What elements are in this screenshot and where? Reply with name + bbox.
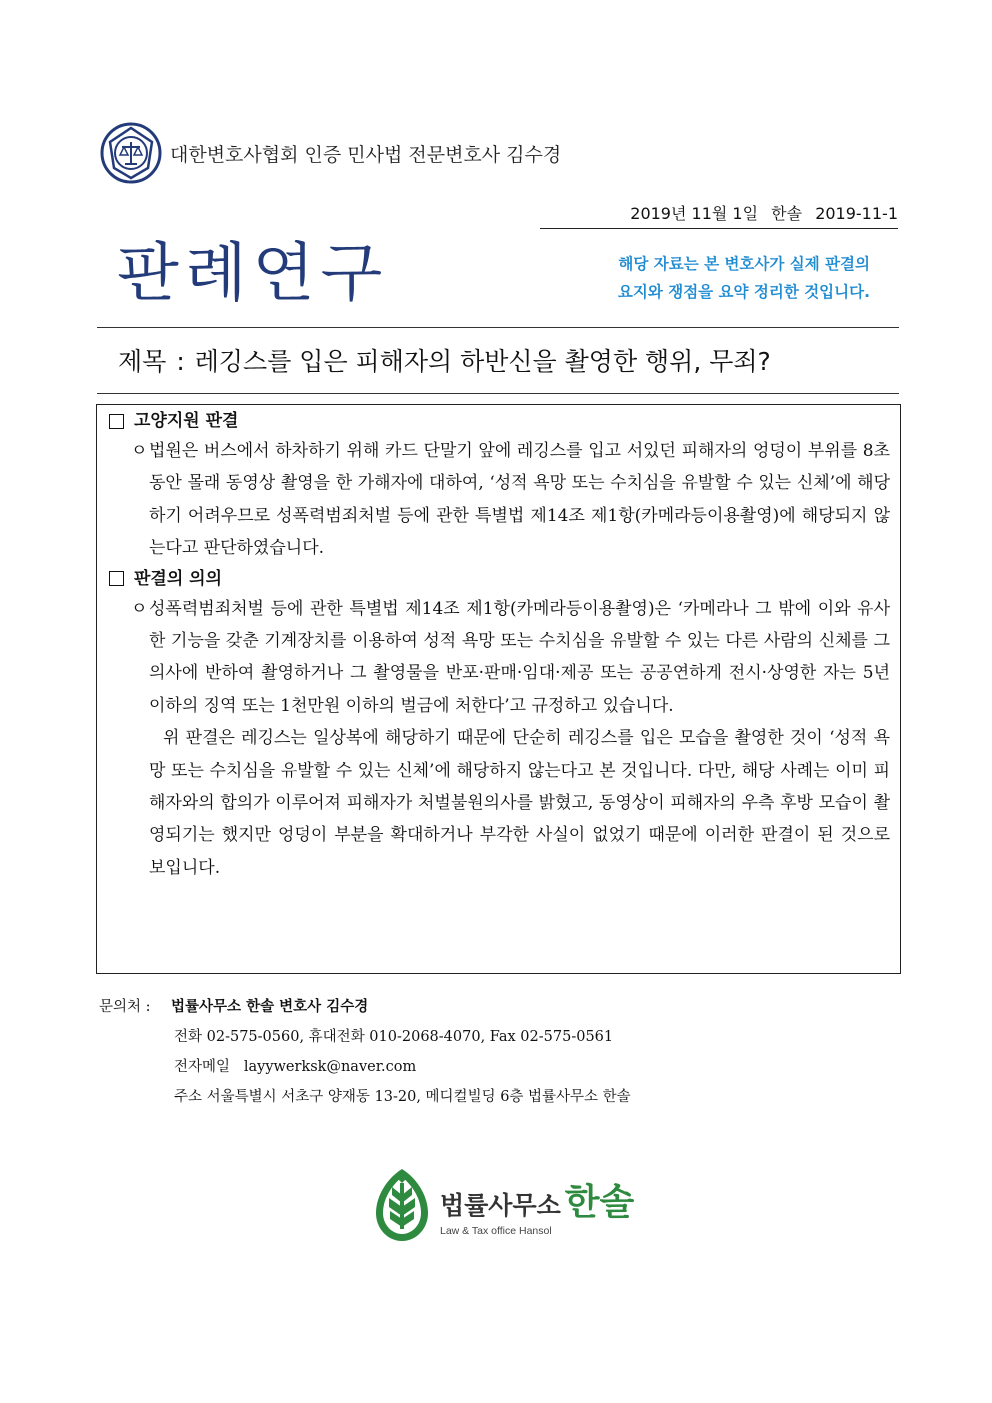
- contact-label: 문의처 :: [99, 999, 151, 1015]
- divider: [97, 393, 899, 394]
- section-heading: [109, 565, 890, 593]
- contact-info: [99, 996, 631, 1116]
- section-paragraph: [109, 435, 890, 565]
- divider: [97, 327, 899, 328]
- subject-text: 레깅스를 입은 피해자의 하반신을 촬영한 행위, 무죄?: [194, 347, 771, 376]
- section-paragraph: [109, 722, 890, 884]
- logo-brand: 한솔: [564, 1181, 635, 1223]
- paragraph-text: 위 판결은 레깅스는 일상복에 해당하기 때문에 단순히 레깅스를 입은 모습을 촬영한 것이 ‘성적 욕망 또는 수치심을 유발할 수 있는 신체’에 해당하지 않는다고 본 것입니다. 다만, 해당 사례는 이미 피해자와의 합의가 이루어져 피해자가 처벌불원의사를 밝혔고, 동영상이 피해자의 우측 후방 모습이 촬영되기는 했지만 엉덩이 부분을 확대하거나 부각한 사실이 없었기 때문에 이러한 판결이 된 것으로 보입니다.: [149, 728, 890, 878]
- dateline: [540, 201, 898, 229]
- section-paragraph: [109, 593, 890, 723]
- checkbox-icon: [109, 571, 124, 586]
- header: [100, 122, 561, 184]
- contact-address: 주소 서울특별시 서초구 양재동 13-20, 메디컬빌딩 6층 법률사무소 한솔: [174, 1089, 631, 1105]
- section-heading-text: 판결의 의의: [134, 568, 223, 589]
- contact-name: 법률사무소 한솔 변호사 김수경: [171, 998, 369, 1015]
- page-title: 판례연구: [117, 237, 389, 311]
- notice: [540, 250, 870, 306]
- notice-line: 요지와 쟁점을 요약 정리한 것입니다.: [617, 283, 870, 301]
- doc-code: 2019-11-1: [815, 204, 898, 223]
- subject: [118, 342, 771, 378]
- subject-label: 제목: [118, 347, 167, 376]
- logo-korean: 법률사무소: [440, 1190, 561, 1220]
- date: 2019년 11월 1일: [630, 204, 759, 223]
- checkbox-icon: [109, 414, 124, 429]
- org: 한솔: [771, 204, 803, 223]
- contact-phone: 전화 02-575-0560, 휴대전화 010-2068-4070, Fax 02-575-0561: [174, 1029, 614, 1045]
- content-box: [96, 404, 901, 974]
- bullet-icon: ㅇ: [131, 598, 148, 619]
- contact-email-row: [99, 1056, 631, 1086]
- email-link[interactable]: layywerksk@naver.com: [243, 1059, 417, 1075]
- section-heading: [109, 407, 890, 435]
- paragraph-text: 성폭력범죄처벌 등에 관한 특별법 제14조 제1항(카메라등이용촬영)은 ‘카메라나 그 밖에 이와 유사한 기능을 갖춘 기계장치를 이용하여 성적 욕망 또는 수치심을 유발할 수 있는 다른 사람의 신체를 그 의사에 반하여 촬영하거나 그 촬영물을 반포·판매·임대·제공 또는 공공연하게 전시·상영한 자는 5년 이하의 징역 또는 1천만원 이하의 벌금에 처한다’고 규정하고 있습니다.: [149, 598, 890, 716]
- section-heading-text: 고양지원 판결: [134, 411, 239, 431]
- firm-logo: [374, 1167, 634, 1243]
- association-title: 대한변호사협회 인증 민사법 전문변호사 김수경: [170, 143, 562, 166]
- subject-separator: :: [176, 347, 185, 376]
- notice-line: 해당 자료는 본 변호사가 실제 판결의: [618, 255, 870, 273]
- leaf-logo-icon: [374, 1167, 430, 1243]
- bullet-icon: ㅇ: [131, 441, 148, 461]
- email-label: 전자메일: [174, 1059, 231, 1075]
- logo-english: Law & Tax office Hansol: [440, 1224, 552, 1237]
- paragraph-text: 법원은 버스에서 하차하기 위해 카드 단말기 앞에 레깅스를 입고 서있던 피해자의 엉덩이 부위를 8초 동안 몰래 동영상 촬영을 한 가해자에 대하여, ‘성적 욕망 또는 수치심을 유발할 수 있는 신체’에 해당하기 어려우므로 성폭력범죄처벌 등에 관한 특별법 제14조 제1항(카메라등이용촬영)에 해당되지 않는다고 판단하였습니다.: [149, 441, 890, 559]
- bar-association-seal-icon: [100, 122, 162, 184]
